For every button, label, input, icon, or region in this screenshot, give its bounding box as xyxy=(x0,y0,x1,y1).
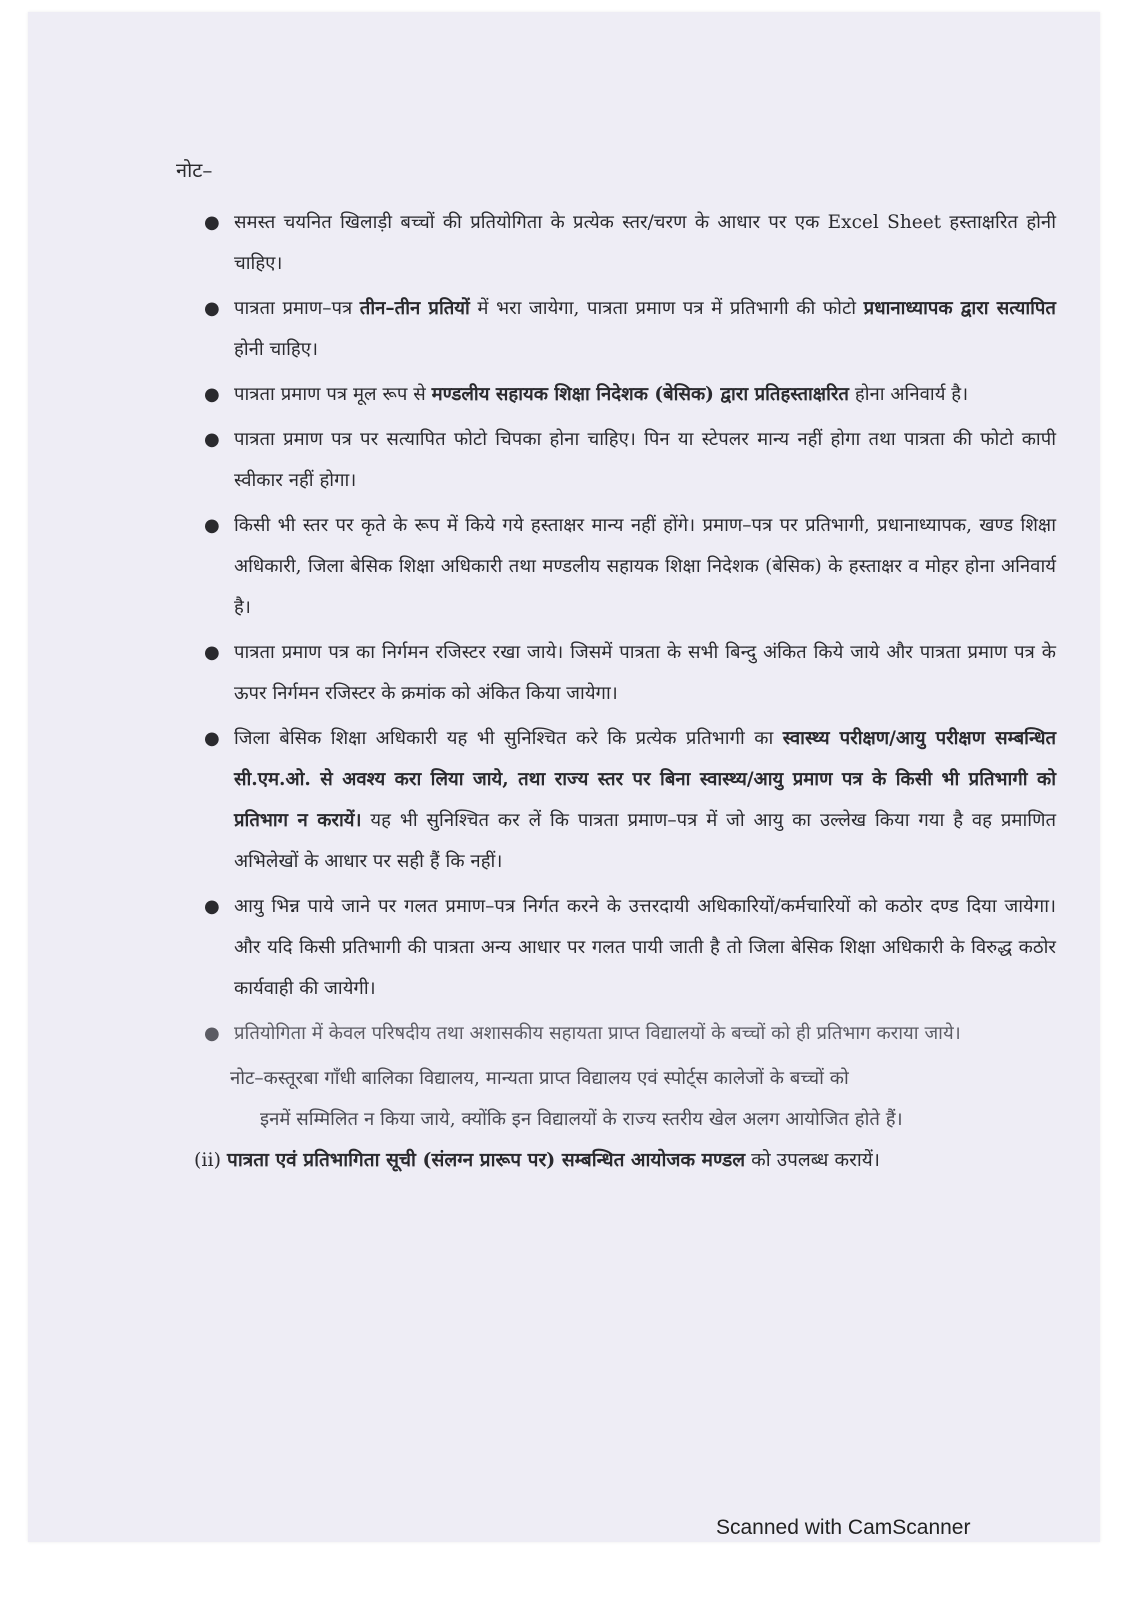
bullet-text: में भरा जायेगा, पात्रता प्रमाण पत्र में प्रतिभागी की फोटो xyxy=(469,298,864,319)
bullet-text-bold: तीन–तीन प्रतियों xyxy=(359,298,470,319)
note-bullet xyxy=(204,632,1056,714)
note-bullet xyxy=(204,505,1056,628)
note-bullet xyxy=(204,202,1056,284)
bullet-text: पात्रता प्रमाण–पत्र xyxy=(234,298,360,319)
note-bullet xyxy=(204,288,1056,370)
bullet-dot-icon: ● xyxy=(204,384,220,405)
bullet-text: होनी चाहिए। xyxy=(234,339,318,360)
document-body xyxy=(176,152,1056,1178)
bullet-dot-icon: ● xyxy=(204,896,220,917)
bullet-dot-icon: ● xyxy=(204,1023,220,1044)
bullet-text: समस्त चयनित खिलाड़ी बच्चों की प्रतियोगिता के प्रत्येक स्तर/चरण के आधार पर एक Excel Sheet हस्ताक्षरित होनी चाहिए। xyxy=(234,212,1056,274)
note-bullet xyxy=(204,886,1056,1009)
bullet-dot-icon: ● xyxy=(204,728,220,749)
note-bullet xyxy=(204,1013,1056,1054)
item-ii-rest: को उपलब्ध करायें। xyxy=(745,1149,880,1171)
camscanner-watermark: Scanned with CamScanner xyxy=(716,1516,971,1539)
bullet-dot-icon: ● xyxy=(204,212,220,233)
bullet-text: पात्रता प्रमाण पत्र पर सत्यापित फोटो चिपका होना चाहिए। पिन या स्टेपलर मान्य नहीं होगा तथा पात्रता की फोटो कापी स्वीकार नहीं होगा। xyxy=(234,429,1056,491)
bullet-text-bold: प्रधानाध्यापक द्वारा सत्यापित xyxy=(863,298,1056,319)
note-bullet xyxy=(204,419,1056,501)
bullet-text: होना अनिवार्य है। xyxy=(848,384,969,405)
item-ii-label: (ii) xyxy=(194,1149,228,1171)
bullet-text: पात्रता प्रमाण पत्र का निर्गमन रजिस्टर रखा जाये। जिसमें पात्रता के सभी बिन्दु अंकित किये जाये और पात्रता प्रमाण पत्र के ऊपर निर्गमन रजिस्टर के क्रमांक को अंकित किया जायेगा। xyxy=(234,642,1056,704)
note-kasturba xyxy=(176,1058,1056,1140)
note-bullet xyxy=(204,374,1056,415)
item-ii-bold: पात्रता एवं प्रतिभागिता सूची (संलग्न प्रारूप पर) सम्बन्धित आयोजक मण्डल xyxy=(227,1149,746,1171)
note-bullet xyxy=(204,718,1056,882)
bullet-dot-icon: ● xyxy=(204,515,220,536)
bullet-dot-icon: ● xyxy=(204,642,220,663)
bullet-text: जिला बेसिक शिक्षा अधिकारी यह भी सुनिश्चित करे कि प्रत्येक प्रतिभागी का xyxy=(234,728,783,749)
note-kasturba-rest: इनमें सम्मिलित न किया जाये, क्योंकि इन विद्यालयों के राज्य स्तरीय खेल अलग आयोजित होते हैं। xyxy=(260,1109,903,1130)
bullet-text: यह भी सुनिश्चित कर लें कि पात्रता प्रमाण–पत्र में जो आयु का उल्लेख किया गया है वह प्रमाणित अभिलेखों के आधार पर सही हैं कि नहीं। xyxy=(234,810,1056,872)
item-ii xyxy=(176,1142,1056,1178)
bullet-text: पात्रता प्रमाण पत्र मूल रूप से xyxy=(234,384,432,405)
note-heading: नोट– xyxy=(176,158,213,182)
bullet-dot-icon: ● xyxy=(204,298,220,319)
bullet-text-bold: मण्डलीय सहायक शिक्षा निदेशक (बेसिक) द्वारा प्रतिहस्ताक्षरित xyxy=(431,384,849,405)
bullet-text: किसी भी स्तर पर कृते के रूप में किये गये हस्ताक्षर मान्य नहीं होंगे। प्रमाण–पत्र पर प्रतिभागी, प्रधानाध्यापक, खण्ड शिक्षा अधिकारी, जिला बेसिक शिक्षा अधिकारी तथा मण्डलीय सहायक शिक्षा निदेशक (बेसिक) के हस्ताक्षर व मोहर होना अनिवार्य है। xyxy=(234,515,1056,618)
note-bullet-list xyxy=(176,202,1056,1054)
bullet-text: प्रतियोगिता में केवल परिषदीय तथा अशासकीय सहायता प्राप्त विद्यालयों के बच्चों को ही प्रतिभाग कराया जाये। xyxy=(234,1023,961,1044)
bullet-text: आयु भिन्न पाये जाने पर गलत प्रमाण–पत्र निर्गत करने के उत्तरदायी अधिकारियों/कर्मचारियों को कठोर दण्ड दिया जायेगा। और यदि किसी प्रतिभागी की पात्रता अन्य आधार पर गलत पायी जाती है तो जिला बेसिक शिक्षा अधिकारी के विरुद्ध कठोर कार्यवाही की जायेगी। xyxy=(234,896,1056,999)
scanned-page xyxy=(28,12,1100,1542)
note-kasturba-line1: नोट–कस्तूरबा गाँधी बालिका विद्यालय, मान्यता प्राप्त विद्यालय एवं स्पोर्ट्स कालेजों के बच्चों को xyxy=(230,1068,849,1089)
bullet-dot-icon: ● xyxy=(204,429,220,450)
bullet-text-bold: स्वास्थ्य परीक्षण/आयु परीक्षण सम्बन्धित सी.एम.ओ. से अवश्य करा लिया जाये, तथा राज्य स्तर पर बिना स्वास्थ्य/आयु प्रमाण पत्र के किसी भी प्रतिभागी को प्रतिभाग न करायें। xyxy=(234,728,1056,831)
